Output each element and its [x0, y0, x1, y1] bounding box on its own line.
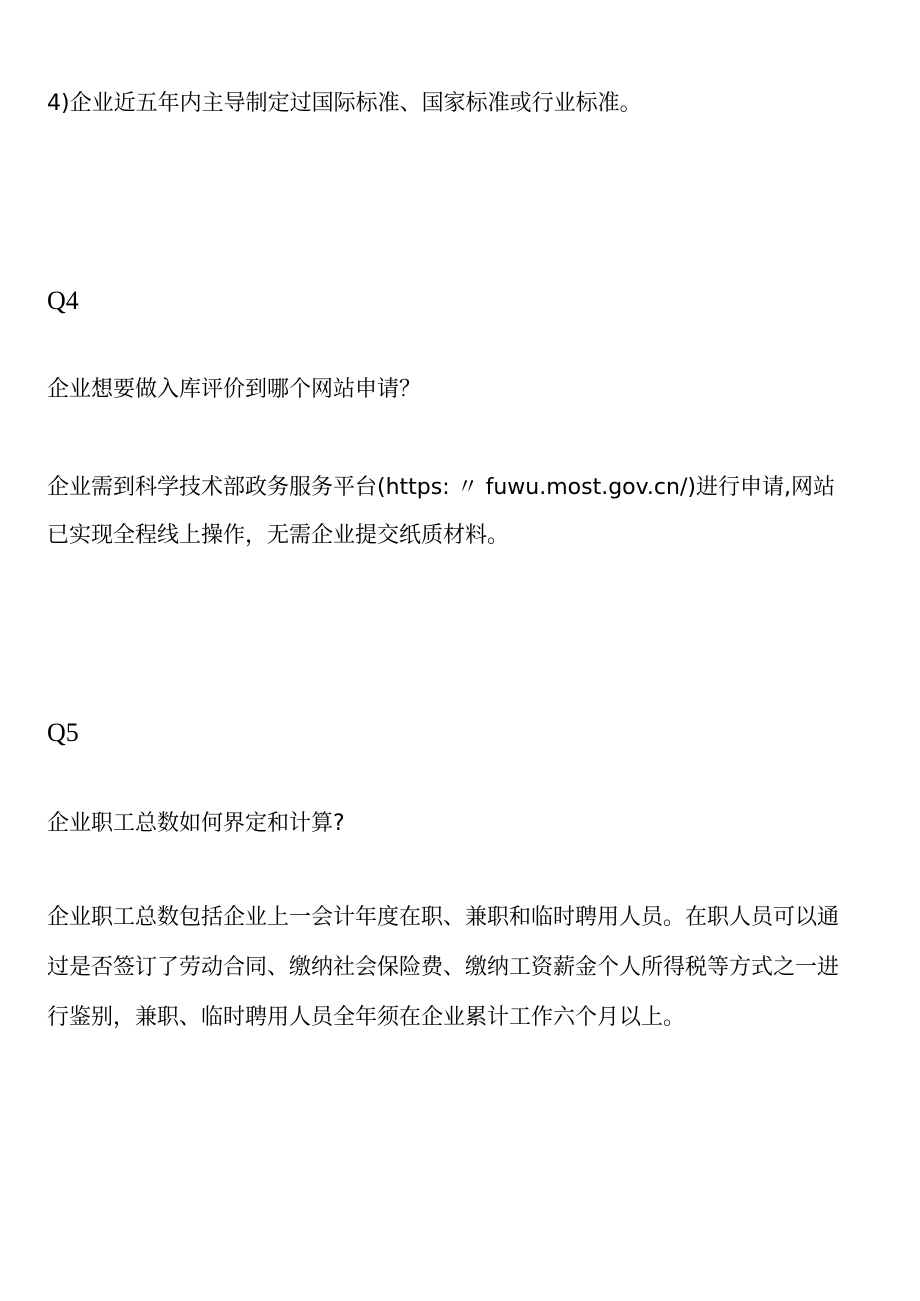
q5-heading: Q5: [47, 718, 79, 747]
criteria-item-4: 4)企业近五年内主导制定过国际标准、国家标准或行业标准。: [47, 91, 642, 116]
q4-answer-line: 已实现全程线上操作，无需企业提交纸质材料。: [47, 523, 510, 548]
q5-answer-line: 企业职工总数包括企业上一会计年度在职、兼职和临时聘用人员。在职人员可以通: [47, 905, 840, 930]
q4-question: 企业想要做入库评价到哪个网站申请？: [47, 377, 422, 402]
q5-answer-line: 过是否签订了劳动合同、缴纳社会保险费、缴纳工资薪金个人所得税等方式之一进: [47, 955, 840, 980]
q4-answer-line: 企业需到科学技术部政务服务平台(https: 〃 fuwu.most.gov.cn/)进行申请,网站: [47, 475, 835, 500]
q5-answer-line: 行鉴别，兼职、临时聘用人员全年须在企业累计工作六个月以上。: [47, 1005, 686, 1030]
q4-heading: Q4: [47, 286, 79, 315]
q5-question: 企业职工总数如何界定和计算?: [47, 811, 345, 836]
